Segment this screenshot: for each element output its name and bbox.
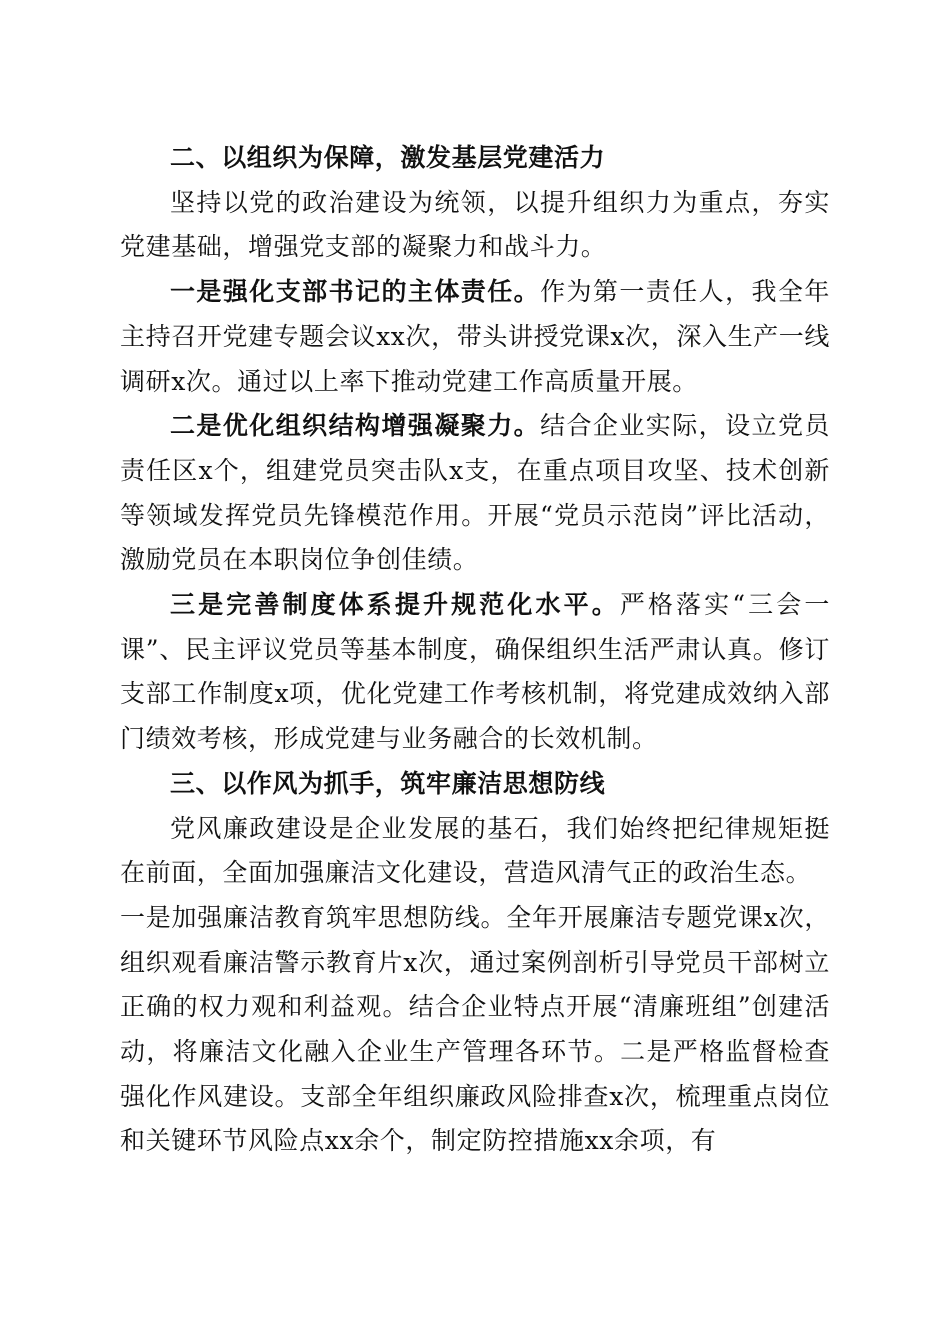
section-heading-2: 二、以组织为保障，激发基层党建活力	[170, 143, 606, 172]
section-2-intro: 坚持以党的政治建设为统领，以提升组织力为重点，夯实党建基础，增强党支部的凝聚力和战斗力。	[120, 187, 830, 262]
item-1-body: 作为第一责任人，我全年主持召开党建专题会议xx次，带头讲授党课x次，深入生产一线调研x次。通过以上率下推动党建工作高质量开展。	[120, 277, 830, 396]
item-3-lead: 三是完善制度体系提升规范化水平。	[170, 590, 620, 620]
section-2-item-3	[120, 583, 830, 762]
document-body	[120, 136, 830, 1164]
item-3-body: 严格落实“三会一课”、民主评议党员等基本制度，确保组织生活严肃认真。修订支部工作制度x项，优化党建工作考核机制，将党建成效纳入部门绩效考核，形成党建与业务融合的长效机制。	[120, 590, 830, 754]
item-2-body: 结合企业实际，设立党员责任区x个，组建党员突击队x支，在重点项目攻坚、技术创新等领域发挥党员先锋模范作用。开展“党员示范岗”评比活动，激励党员在本职岗位争创佳绩。	[120, 411, 830, 575]
section-2-item-2	[120, 404, 830, 583]
item-1-lead: 一是强化支部书记的主体责任。	[170, 277, 541, 307]
section-heading-3: 三、以作风为抓手，筑牢廉洁思想防线	[170, 768, 606, 798]
section-3-intro: 党风廉政建设是企业发展的基石，我们始终把纪律规矩挺在前面，全面加强廉洁文化建设，营造风清气正的政治生态。	[120, 813, 830, 888]
section-2-item-1	[120, 270, 830, 404]
item-2-lead: 二是优化组织结构增强凝聚力。	[170, 411, 541, 441]
section-3-body: 一是加强廉洁教育筑牢思想防线。全年开展廉洁专题党课x次，组织观看廉洁警示教育片x次，通过案例剖析引导党员干部树立正确的权力观和利益观。结合企业特点开展“清廉班组”创建活动，将廉洁文化融入企业生产管理各环节。二是严格监督检查强化作风建设。支部全年组织廉政风险排查x次，梳理重点岗位和关键环节风险点xx余个，制定防控措施xx余项，有	[120, 902, 830, 1156]
